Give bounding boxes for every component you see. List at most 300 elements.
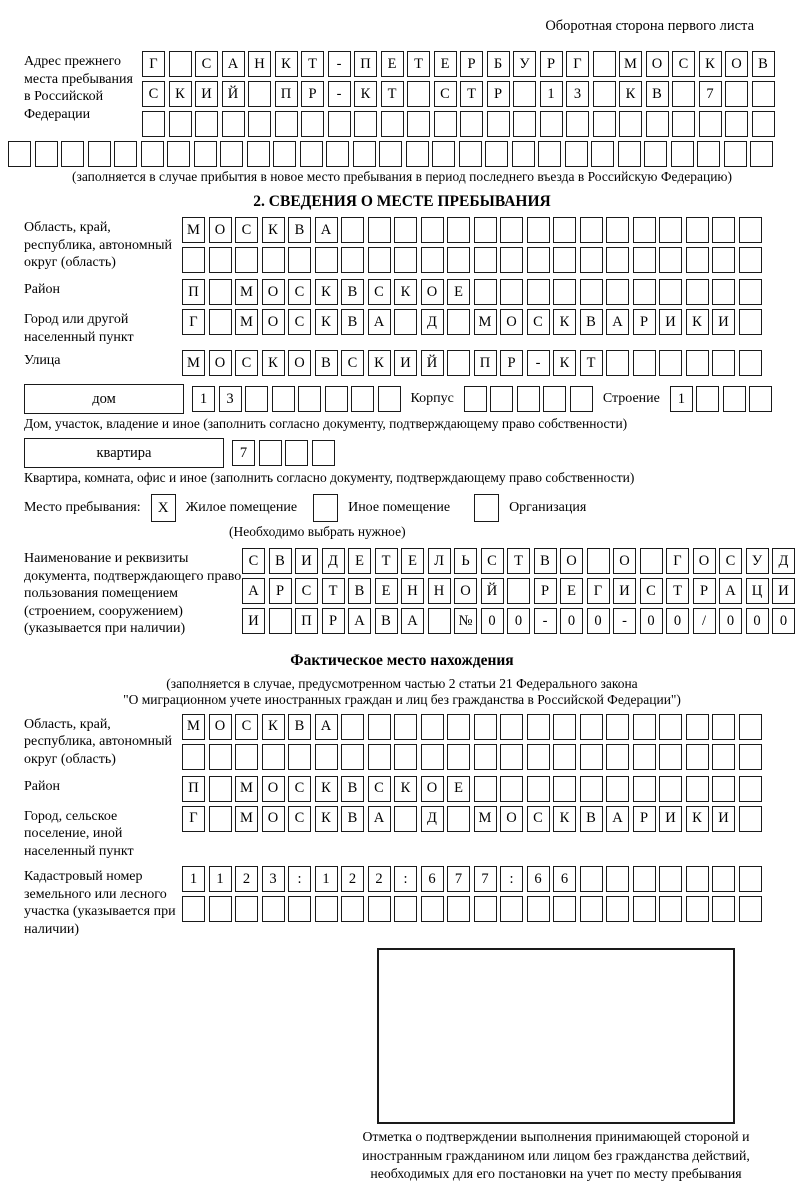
char-box[interactable]	[341, 247, 364, 273]
char-box[interactable]: Р	[269, 578, 292, 604]
char-box[interactable]: Р	[460, 51, 483, 77]
char-box[interactable]	[553, 279, 576, 305]
char-box[interactable]	[220, 141, 243, 167]
char-box[interactable]	[381, 111, 404, 137]
char-box[interactable]	[527, 217, 550, 243]
char-box[interactable]	[527, 896, 550, 922]
char-box[interactable]	[507, 578, 530, 604]
char-box[interactable]	[633, 217, 656, 243]
char-box[interactable]	[447, 744, 470, 770]
char-box[interactable]	[633, 866, 656, 892]
char-box[interactable]	[315, 896, 338, 922]
char-box[interactable]: 1	[182, 866, 205, 892]
char-box[interactable]	[565, 141, 588, 167]
char-box[interactable]	[209, 776, 232, 802]
char-box[interactable]	[235, 247, 258, 273]
char-box[interactable]	[543, 386, 566, 412]
char-box[interactable]	[659, 896, 682, 922]
char-box[interactable]: В	[315, 350, 338, 376]
char-box[interactable]: С	[288, 806, 311, 832]
char-box[interactable]	[447, 217, 470, 243]
char-box[interactable]: /	[693, 608, 716, 634]
char-box[interactable]	[752, 81, 775, 107]
char-box[interactable]	[447, 350, 470, 376]
char-box[interactable]	[301, 111, 324, 137]
char-box[interactable]	[315, 247, 338, 273]
char-box[interactable]	[500, 744, 523, 770]
char-box[interactable]: С	[368, 279, 391, 305]
char-box[interactable]: Р	[540, 51, 563, 77]
char-box[interactable]	[275, 111, 298, 137]
char-box[interactable]: Т	[407, 51, 430, 77]
char-box[interactable]: 6	[527, 866, 550, 892]
char-box[interactable]: К	[553, 309, 576, 335]
char-box[interactable]: К	[368, 350, 391, 376]
char-box[interactable]: М	[235, 806, 258, 832]
char-box[interactable]	[749, 386, 772, 412]
char-box[interactable]	[553, 776, 576, 802]
char-box[interactable]: О	[500, 309, 523, 335]
char-box[interactable]: С	[288, 309, 311, 335]
char-box[interactable]: Т	[460, 81, 483, 107]
char-box[interactable]: Р	[633, 309, 656, 335]
char-box[interactable]	[368, 896, 391, 922]
char-box[interactable]: М	[235, 279, 258, 305]
char-box[interactable]	[686, 866, 709, 892]
char-box[interactable]	[699, 111, 722, 137]
char-box[interactable]	[394, 896, 417, 922]
char-box[interactable]	[428, 608, 451, 634]
char-box[interactable]	[697, 141, 720, 167]
char-box[interactable]	[712, 744, 735, 770]
char-box[interactable]: 7	[232, 440, 255, 466]
char-box[interactable]: О	[454, 578, 477, 604]
char-box[interactable]: Р	[633, 806, 656, 832]
char-box[interactable]	[686, 744, 709, 770]
char-box[interactable]	[606, 744, 629, 770]
char-box[interactable]: 6	[553, 866, 576, 892]
char-box[interactable]: Г	[142, 51, 165, 77]
char-box[interactable]	[725, 81, 748, 107]
char-box[interactable]	[686, 896, 709, 922]
char-box[interactable]: Р	[500, 350, 523, 376]
char-box[interactable]	[235, 896, 258, 922]
char-box[interactable]	[474, 279, 497, 305]
char-box[interactable]: С	[527, 806, 550, 832]
char-box[interactable]	[209, 806, 232, 832]
house-field[interactable]: дом	[24, 384, 184, 414]
char-box[interactable]: В	[375, 608, 398, 634]
char-box[interactable]: О	[500, 806, 523, 832]
char-box[interactable]: К	[275, 51, 298, 77]
char-box[interactable]	[272, 386, 295, 412]
char-box[interactable]	[300, 141, 323, 167]
char-box[interactable]: И	[772, 578, 795, 604]
char-box[interactable]: С	[481, 548, 504, 574]
char-box[interactable]	[394, 217, 417, 243]
char-box[interactable]	[269, 608, 292, 634]
char-box[interactable]: В	[752, 51, 775, 77]
char-box[interactable]	[434, 111, 457, 137]
char-box[interactable]	[580, 866, 603, 892]
char-box[interactable]: В	[341, 279, 364, 305]
char-box[interactable]: Т	[580, 350, 603, 376]
char-box[interactable]: М	[182, 217, 205, 243]
char-box[interactable]	[672, 111, 695, 137]
char-box[interactable]: И	[394, 350, 417, 376]
char-box[interactable]	[341, 714, 364, 740]
char-box[interactable]: 0	[719, 608, 742, 634]
char-box[interactable]: К	[354, 81, 377, 107]
char-box[interactable]	[209, 279, 232, 305]
char-box[interactable]: И	[659, 309, 682, 335]
char-box[interactable]	[659, 350, 682, 376]
char-box[interactable]: М	[619, 51, 642, 77]
char-box[interactable]: Й	[421, 350, 444, 376]
char-box[interactable]: М	[235, 309, 258, 335]
char-box[interactable]: С	[195, 51, 218, 77]
char-box[interactable]: О	[646, 51, 669, 77]
char-box[interactable]	[513, 111, 536, 137]
char-box[interactable]	[485, 141, 508, 167]
char-box[interactable]: П	[354, 51, 377, 77]
char-box[interactable]	[394, 247, 417, 273]
char-box[interactable]: В	[534, 548, 557, 574]
char-box[interactable]: 0	[666, 608, 689, 634]
char-box[interactable]	[712, 776, 735, 802]
char-box[interactable]	[712, 247, 735, 273]
char-box[interactable]: В	[646, 81, 669, 107]
char-box[interactable]	[328, 111, 351, 137]
char-box[interactable]: Е	[560, 578, 583, 604]
char-box[interactable]	[646, 111, 669, 137]
char-box[interactable]	[500, 896, 523, 922]
char-box[interactable]: П	[474, 350, 497, 376]
char-box[interactable]	[633, 744, 656, 770]
char-box[interactable]	[474, 714, 497, 740]
char-box[interactable]	[474, 744, 497, 770]
char-box[interactable]	[591, 141, 614, 167]
char-box[interactable]	[580, 714, 603, 740]
char-box[interactable]	[540, 111, 563, 137]
char-box[interactable]	[209, 247, 232, 273]
char-box[interactable]	[686, 279, 709, 305]
char-box[interactable]	[262, 247, 285, 273]
char-box[interactable]	[712, 896, 735, 922]
char-box[interactable]	[447, 806, 470, 832]
char-box[interactable]	[527, 776, 550, 802]
char-box[interactable]: 0	[587, 608, 610, 634]
char-box[interactable]	[500, 217, 523, 243]
char-box[interactable]: Р	[534, 578, 557, 604]
char-box[interactable]	[517, 386, 540, 412]
char-box[interactable]	[394, 806, 417, 832]
char-box[interactable]: Р	[301, 81, 324, 107]
char-box[interactable]: К	[686, 806, 709, 832]
char-box[interactable]: Е	[447, 279, 470, 305]
char-box[interactable]: -	[534, 608, 557, 634]
char-box[interactable]: Т	[381, 81, 404, 107]
char-box[interactable]	[527, 279, 550, 305]
char-box[interactable]: Й	[222, 81, 245, 107]
char-box[interactable]	[606, 217, 629, 243]
char-box[interactable]: К	[315, 309, 338, 335]
char-box[interactable]	[169, 111, 192, 137]
char-box[interactable]	[288, 744, 311, 770]
char-box[interactable]: Д	[322, 548, 345, 574]
char-box[interactable]	[326, 141, 349, 167]
char-box[interactable]: А	[348, 608, 371, 634]
char-box[interactable]: Г	[666, 548, 689, 574]
char-box[interactable]	[593, 111, 616, 137]
char-box[interactable]: 7	[474, 866, 497, 892]
char-box[interactable]	[527, 247, 550, 273]
char-box[interactable]: Ь	[454, 548, 477, 574]
char-box[interactable]: К	[619, 81, 642, 107]
char-box[interactable]	[512, 141, 535, 167]
char-box[interactable]	[354, 111, 377, 137]
char-box[interactable]	[88, 141, 111, 167]
char-box[interactable]	[167, 141, 190, 167]
char-box[interactable]: О	[288, 350, 311, 376]
char-box[interactable]	[580, 896, 603, 922]
char-box[interactable]: М	[235, 776, 258, 802]
char-box[interactable]	[606, 866, 629, 892]
char-box[interactable]	[659, 744, 682, 770]
char-box[interactable]	[739, 714, 762, 740]
char-box[interactable]: В	[341, 806, 364, 832]
apartment-field[interactable]: квартира	[24, 438, 224, 468]
char-box[interactable]	[325, 386, 348, 412]
char-box[interactable]: О	[262, 806, 285, 832]
char-box[interactable]: М	[474, 309, 497, 335]
char-box[interactable]	[580, 744, 603, 770]
char-box[interactable]: О	[262, 279, 285, 305]
char-box[interactable]: Г	[566, 51, 589, 77]
char-box[interactable]: В	[288, 217, 311, 243]
char-box[interactable]: К	[394, 776, 417, 802]
char-box[interactable]: Г	[182, 806, 205, 832]
char-box[interactable]: О	[693, 548, 716, 574]
char-box[interactable]: О	[262, 309, 285, 335]
char-box[interactable]: Т	[666, 578, 689, 604]
char-box[interactable]	[606, 350, 629, 376]
char-box[interactable]	[459, 141, 482, 167]
char-box[interactable]	[209, 309, 232, 335]
char-box[interactable]	[752, 111, 775, 137]
char-box[interactable]	[341, 217, 364, 243]
char-box[interactable]: Р	[322, 608, 345, 634]
char-box[interactable]: К	[686, 309, 709, 335]
char-box[interactable]	[209, 744, 232, 770]
char-box[interactable]: А	[315, 217, 338, 243]
char-box[interactable]	[368, 714, 391, 740]
char-box[interactable]	[593, 51, 616, 77]
char-box[interactable]: К	[553, 806, 576, 832]
char-box[interactable]	[739, 350, 762, 376]
char-box[interactable]: С	[288, 279, 311, 305]
char-box[interactable]	[500, 714, 523, 740]
char-box[interactable]: Ц	[746, 578, 769, 604]
char-box[interactable]	[379, 141, 402, 167]
char-box[interactable]	[580, 776, 603, 802]
char-box[interactable]: И	[712, 309, 735, 335]
char-box[interactable]: Л	[428, 548, 451, 574]
char-box[interactable]: :	[288, 866, 311, 892]
char-box[interactable]: -	[328, 81, 351, 107]
char-box[interactable]	[723, 386, 746, 412]
char-box[interactable]	[618, 141, 641, 167]
char-box[interactable]	[194, 141, 217, 167]
stay-type-checkbox-other-premises[interactable]	[313, 494, 338, 522]
char-box[interactable]: И	[195, 81, 218, 107]
char-box[interactable]	[378, 386, 401, 412]
char-box[interactable]	[686, 776, 709, 802]
char-box[interactable]: 0	[746, 608, 769, 634]
char-box[interactable]	[341, 744, 364, 770]
char-box[interactable]	[288, 896, 311, 922]
char-box[interactable]: В	[348, 578, 371, 604]
char-box[interactable]	[712, 279, 735, 305]
char-box[interactable]	[368, 217, 391, 243]
char-box[interactable]	[341, 896, 364, 922]
char-box[interactable]: 1	[209, 866, 232, 892]
char-box[interactable]	[464, 386, 487, 412]
char-box[interactable]	[235, 744, 258, 770]
char-box[interactable]: И	[613, 578, 636, 604]
char-box[interactable]	[659, 217, 682, 243]
char-box[interactable]	[353, 141, 376, 167]
char-box[interactable]: К	[394, 279, 417, 305]
char-box[interactable]: Б	[487, 51, 510, 77]
char-box[interactable]	[460, 111, 483, 137]
char-box[interactable]	[686, 217, 709, 243]
char-box[interactable]: В	[580, 309, 603, 335]
char-box[interactable]	[315, 744, 338, 770]
char-box[interactable]	[606, 247, 629, 273]
char-box[interactable]	[659, 866, 682, 892]
char-box[interactable]	[739, 217, 762, 243]
char-box[interactable]	[421, 714, 444, 740]
char-box[interactable]: В	[341, 776, 364, 802]
char-box[interactable]	[500, 776, 523, 802]
char-box[interactable]: 0	[560, 608, 583, 634]
char-box[interactable]: Е	[434, 51, 457, 77]
char-box[interactable]: К	[315, 279, 338, 305]
char-box[interactable]: А	[719, 578, 742, 604]
char-box[interactable]	[712, 714, 735, 740]
char-box[interactable]: С	[242, 548, 265, 574]
char-box[interactable]	[696, 386, 719, 412]
char-box[interactable]	[368, 247, 391, 273]
char-box[interactable]: П	[182, 776, 205, 802]
char-box[interactable]	[686, 714, 709, 740]
char-box[interactable]: С	[235, 217, 258, 243]
char-box[interactable]	[580, 217, 603, 243]
char-box[interactable]	[141, 141, 164, 167]
char-box[interactable]: Р	[487, 81, 510, 107]
char-box[interactable]	[593, 81, 616, 107]
char-box[interactable]	[553, 714, 576, 740]
char-box[interactable]	[527, 714, 550, 740]
char-box[interactable]: Р	[693, 578, 716, 604]
stay-type-checkbox-organization[interactable]	[474, 494, 499, 522]
char-box[interactable]: 1	[315, 866, 338, 892]
char-box[interactable]	[659, 776, 682, 802]
char-box[interactable]: О	[421, 279, 444, 305]
char-box[interactable]	[513, 81, 536, 107]
char-box[interactable]: К	[315, 806, 338, 832]
char-box[interactable]	[739, 247, 762, 273]
char-box[interactable]: И	[242, 608, 265, 634]
char-box[interactable]: Т	[375, 548, 398, 574]
char-box[interactable]: 2	[235, 866, 258, 892]
char-box[interactable]	[247, 141, 270, 167]
char-box[interactable]: М	[182, 350, 205, 376]
char-box[interactable]	[273, 141, 296, 167]
char-box[interactable]	[432, 141, 455, 167]
char-box[interactable]	[527, 744, 550, 770]
char-box[interactable]	[640, 548, 663, 574]
char-box[interactable]	[8, 141, 31, 167]
char-box[interactable]	[222, 111, 245, 137]
char-box[interactable]: №	[454, 608, 477, 634]
char-box[interactable]	[686, 247, 709, 273]
char-box[interactable]	[659, 714, 682, 740]
char-box[interactable]	[209, 896, 232, 922]
char-box[interactable]	[407, 81, 430, 107]
char-box[interactable]: 0	[640, 608, 663, 634]
char-box[interactable]	[447, 309, 470, 335]
char-box[interactable]	[633, 350, 656, 376]
char-box[interactable]	[474, 247, 497, 273]
char-box[interactable]: В	[341, 309, 364, 335]
char-box[interactable]: 1	[192, 386, 215, 412]
char-box[interactable]: Е	[447, 776, 470, 802]
char-box[interactable]: 0	[481, 608, 504, 634]
char-box[interactable]: К	[262, 350, 285, 376]
char-box[interactable]	[580, 279, 603, 305]
char-box[interactable]	[633, 896, 656, 922]
char-box[interactable]: М	[474, 806, 497, 832]
char-box[interactable]	[500, 247, 523, 273]
char-box[interactable]	[712, 217, 735, 243]
char-box[interactable]: О	[613, 548, 636, 574]
char-box[interactable]: П	[182, 279, 205, 305]
char-box[interactable]: С	[672, 51, 695, 77]
char-box[interactable]: О	[262, 776, 285, 802]
char-box[interactable]: 7	[699, 81, 722, 107]
char-box[interactable]: П	[275, 81, 298, 107]
char-box[interactable]: 7	[447, 866, 470, 892]
char-box[interactable]	[248, 81, 271, 107]
char-box[interactable]: О	[560, 548, 583, 574]
char-box[interactable]: :	[394, 866, 417, 892]
char-box[interactable]	[553, 744, 576, 770]
char-box[interactable]: В	[269, 548, 292, 574]
char-box[interactable]: К	[553, 350, 576, 376]
char-box[interactable]	[142, 111, 165, 137]
char-box[interactable]: А	[315, 714, 338, 740]
char-box[interactable]	[394, 309, 417, 335]
char-box[interactable]: 2	[368, 866, 391, 892]
char-box[interactable]: Н	[401, 578, 424, 604]
char-box[interactable]	[500, 279, 523, 305]
char-box[interactable]	[421, 217, 444, 243]
char-box[interactable]	[750, 141, 773, 167]
char-box[interactable]	[35, 141, 58, 167]
char-box[interactable]	[490, 386, 513, 412]
